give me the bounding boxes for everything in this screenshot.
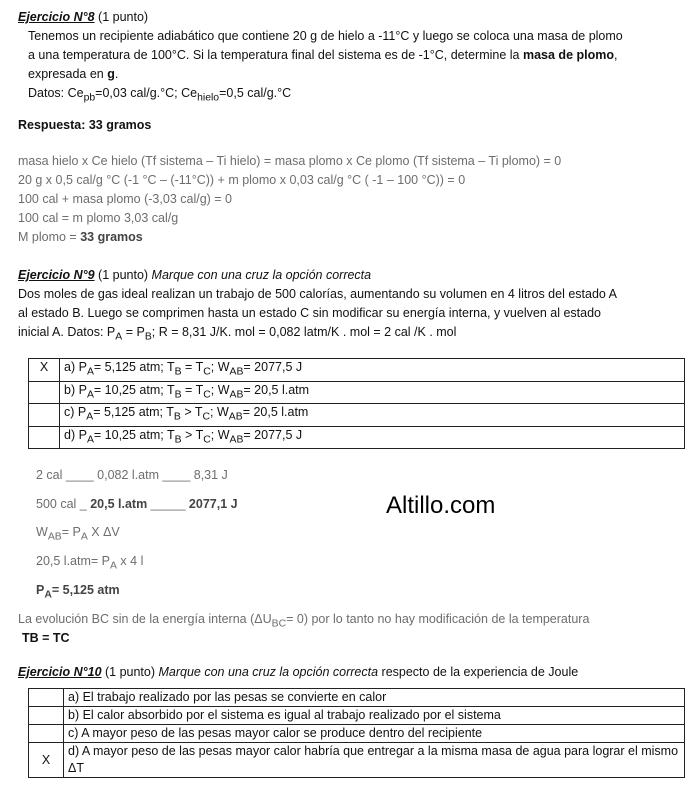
- sub: C: [203, 366, 211, 378]
- ex9-calc4: [36, 552, 700, 576]
- opt-b-p: = 10,25 atm; T: [93, 382, 175, 397]
- ex9-line3a: inicial A. Datos: P: [18, 325, 116, 339]
- ex9-option-a-text: [60, 359, 685, 382]
- opt-c-p: = 5,125 atm; T: [93, 405, 174, 419]
- ex8-points: (1 punto): [94, 10, 149, 24]
- ex8-sol5a: M plomo =: [18, 230, 81, 244]
- ex8-line2: [28, 46, 694, 65]
- ex9-option-a[interactable]: [29, 359, 685, 382]
- evol-b: = 0) por lo tanto no hay modificación de la temperatura: [286, 612, 590, 626]
- ex8-sol3: 100 cal + masa plomo (-3,03 cal/g) = 0: [18, 192, 233, 206]
- ex9-option-b[interactable]: [29, 381, 685, 404]
- ex9-calc2: [36, 495, 700, 514]
- sub: B: [173, 411, 181, 423]
- ex10-options-table: [28, 688, 685, 778]
- opt-a-p: = 5,125 atm; T: [93, 360, 175, 374]
- opt-a-t: = T: [181, 360, 204, 374]
- calc2c: _____: [147, 497, 189, 511]
- sub: C: [203, 389, 211, 400]
- sub: A: [86, 434, 94, 445]
- ex8-title: Ejercicio N°8: [18, 10, 95, 24]
- sub: A: [44, 589, 52, 601]
- ex10-option-a-mark[interactable]: [29, 689, 64, 707]
- ex8-line3b: g: [107, 67, 115, 81]
- ex10-option-c-mark[interactable]: [29, 725, 64, 743]
- ex9-title: Ejercicio N°9: [18, 268, 95, 282]
- ex8-sol1: masa hielo x Ce hielo (Tf sistema – Ti hielo) = masa plomo x Ce plomo (Tf sistema – Ti plomo) = 0: [18, 154, 562, 168]
- ex8-sol5b: 33 gramos: [80, 230, 143, 244]
- ex9-option-b-text: [60, 381, 685, 404]
- ex8-line2a: a una temperatura de 100°C. Si la temperatura final del sistema es de -1°C, determine la: [28, 48, 523, 62]
- opt-d-prefix: d) P: [64, 427, 87, 442]
- ex8-datos: [28, 84, 694, 108]
- ex9-line1: Dos moles de gas ideal realizan un trabajo de 500 calorías, aumentando su volumen en 4 litros del estado A: [18, 287, 617, 301]
- ex9-header: [18, 266, 684, 285]
- ex8-datos-b: =0,03 cal/g.°C; Ce: [95, 86, 198, 100]
- ex8-sol5: [18, 228, 684, 247]
- ex9-option-c-text: [60, 404, 685, 427]
- watermark: Altillo.com: [386, 492, 496, 519]
- ex10-option-d-mark[interactable]: X: [29, 743, 64, 778]
- sub: C: [203, 434, 211, 445]
- opt-c-v: = 20,5 l.atm: [242, 405, 309, 419]
- calc3c: X ΔV: [87, 525, 120, 539]
- opt-b-v: = 20,5 l.atm: [243, 382, 310, 397]
- sub: B: [174, 366, 182, 378]
- ex9-option-d-text: [60, 426, 685, 449]
- sub: BC: [271, 618, 287, 630]
- ex9-line3c: ; R = 8,31 J/K. mol = 0,082 latm/K . mol = 2 cal /K . mol: [151, 325, 457, 339]
- calc2b: 20,5 l.atm: [90, 497, 148, 511]
- ex10-title: Ejercicio N°10: [18, 665, 102, 679]
- ex9-line3b: = P: [122, 325, 145, 339]
- sub: A: [86, 366, 94, 378]
- calc3a: W: [36, 525, 48, 539]
- calc5b: = 5,125 atm: [51, 583, 120, 597]
- sub: A: [86, 389, 94, 400]
- ex10-option-c[interactable]: [29, 725, 685, 743]
- opt-a-w: ; W: [210, 360, 230, 374]
- opt-c-prefix: c) P: [64, 405, 87, 419]
- ex9-instruction: Marque con una cruz la opción correcta: [151, 268, 372, 282]
- ex8-header: [18, 8, 684, 27]
- opt-a-v: = 2077,5 J: [243, 360, 303, 374]
- ex8-line3: [28, 65, 694, 84]
- ex8-datos-sub2: hielo: [197, 92, 220, 104]
- ex9-line3: [18, 323, 684, 347]
- ex9-line2: al estado B. Luego se comprimen hasta un estado C sin modificar su energía interna, y vuelven al estado: [18, 306, 601, 320]
- ex8-solution: [18, 152, 684, 247]
- ex9-option-c[interactable]: [29, 404, 685, 427]
- ex9-points: (1 punto): [94, 268, 152, 282]
- ex8-datos-c: =0,5 cal/g.°C: [219, 86, 292, 100]
- opt-b-t: = T: [181, 382, 204, 397]
- sub: C: [202, 411, 211, 423]
- ex10-option-b-mark[interactable]: [29, 707, 64, 725]
- ex9-option-d[interactable]: [29, 426, 685, 449]
- ex9-option-d-mark[interactable]: [29, 426, 60, 449]
- ex9-tbtc: TB = TC: [22, 631, 70, 645]
- ex10-points: (1 punto): [101, 665, 159, 679]
- ex10-option-b-text: b) El calor absorbido por el sistema es igual al trabajo realizado por el sistema: [64, 707, 685, 725]
- calc2d: 2077,1 J: [188, 497, 238, 511]
- ex9-calc5: [36, 581, 700, 605]
- ex8-sol2: 20 g x 0,5 cal/g °C (-1 °C – (-11°C)) + m plomo x 0,03 cal/g °C ( -1 – 100 °C)) = 0: [18, 173, 466, 187]
- opt-d-v: = 2077,5 J: [243, 427, 303, 442]
- ex10-option-c-text: c) A mayor peso de las pesas mayor calor se produce dentro del recipiente: [64, 725, 685, 743]
- ex10-option-d[interactable]: [29, 743, 685, 778]
- ex8-line3c: .: [114, 67, 119, 81]
- opt-d-p: = 10,25 atm; T: [93, 427, 175, 442]
- opt-d-w: ; W: [210, 427, 230, 442]
- ex8-line2c: ,: [613, 48, 618, 62]
- ex8-line3a: expresada en: [28, 67, 108, 81]
- opt-a-prefix: a) P: [64, 360, 87, 374]
- ex10-instruction: Marque con una cruz la opción correcta: [158, 665, 379, 679]
- sub-a: A: [115, 331, 123, 343]
- sub: A: [86, 411, 94, 423]
- opt-b-prefix: b) P: [64, 382, 87, 397]
- calc5a: P: [36, 583, 45, 597]
- opt-c-w: ; W: [210, 405, 229, 419]
- calc4a: 20,5 l.atm= P: [36, 554, 110, 568]
- ex9-statement: [18, 285, 684, 347]
- opt-c-t: > T: [180, 405, 203, 419]
- sub: A: [110, 560, 117, 572]
- ex9-calc3: [36, 523, 700, 547]
- ex9-option-a-mark[interactable]: X: [29, 359, 60, 382]
- opt-b-w: ; W: [210, 382, 230, 397]
- ex8-datos-sub1: pb: [83, 92, 96, 104]
- ex10-option-a-text: a) El trabajo realizado por las pesas se convierte en calor: [64, 689, 685, 707]
- ex8-answer: Respuesta: 33 gramos: [18, 118, 152, 132]
- ex9-calc1: 2 cal ____ 0,082 l.atm ____ 8,31 J: [36, 468, 228, 482]
- sub: AB: [229, 434, 244, 445]
- ex8-line2b: masa de plomo: [522, 48, 614, 62]
- ex9-option-b-mark[interactable]: [29, 381, 60, 404]
- sub: B: [174, 389, 182, 400]
- evol-a: La evolución BC sin de la energía interna (ΔU: [18, 612, 272, 626]
- ex8-sol4: 100 cal = m plomo 3,03 cal/g: [18, 211, 179, 225]
- sub-b: B: [144, 331, 152, 343]
- sub: AB: [229, 389, 244, 400]
- sub: A: [80, 531, 88, 543]
- ex10-header: [18, 663, 684, 682]
- calc3b: = P: [61, 525, 81, 539]
- sub: AB: [47, 531, 62, 543]
- ex9-option-c-mark[interactable]: [29, 404, 60, 427]
- ex10-rest: respecto de la experiencia de Joule: [378, 665, 579, 679]
- ex9-options-table: [28, 358, 685, 449]
- ex10-option-b[interactable]: [29, 707, 685, 725]
- sub: AB: [228, 411, 243, 423]
- ex8-line1: Tenemos un recipiente adiabático que contiene 20 g de hielo a -11°C y luego se coloca una masa de plomo: [28, 29, 623, 43]
- ex10-option-a[interactable]: [29, 689, 685, 707]
- calc4b: x 4 l: [116, 554, 144, 568]
- ex10-option-d-text: d) A mayor peso de las pesas mayor calor habría que entregar a la misma masa de agua para lograr el mismo ΔT: [64, 743, 685, 778]
- ex8-statement: [18, 27, 694, 108]
- calc2a: 500 cal _: [36, 497, 91, 511]
- ex8-datos-a: Datos: Ce: [28, 86, 84, 100]
- sub: AB: [229, 366, 244, 378]
- sub: B: [174, 434, 182, 445]
- opt-d-t: > T: [181, 427, 204, 442]
